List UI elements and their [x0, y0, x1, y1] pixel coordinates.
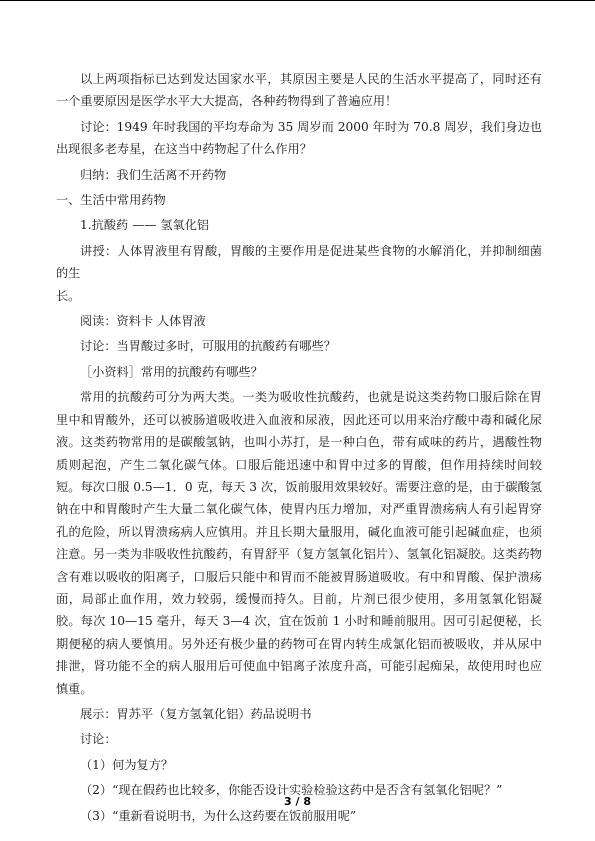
antacid-paragraph: 常用的抗酸药可分为两大类。一类为吸收性抗酸药，也就是说这类药物口服后除在胃里中和胃酸外，还可以被肠道吸收进入血液和尿液，因此还可以用来治疗酸中毒和碱化尿液。这类药物常用的是碳酸氢钠，也叫小苏打，是一种白色，带有咸味的药片，遇酸性物质则起泡，产生二氧化碳气体。口服后能迅速中和胃中过多的胃酸，但作用持续时间较短。每次口服 0.5—1．0 克，每天 3 次，饭前服用效果较好。需要注意的是，由于碳酸氢钠在中和胃酸时产生大量二氧化碳气体，使胃内压力增加，对严重胃溃疡病人有引起胃穿孔的危险，所以胃溃疡病人应慎用。并且长期大量服用，碱化血液可能引起碱血症，也须注意。另一类为非吸收性抗酸药，有胃舒平（复方氢氧化铝片）、氢氧化铝凝胶。这类药物含有难以吸收的阳离子，口服后只能中和胃而不能被胃肠道吸收。有中和胃酸、保护溃疡面，局部止血作用，效力较弱，缓慢而持久。目前，片剂已很少使用，多用氢氧化铝凝胶。每次 10—15 毫升，每天 3—4 次，宜在饭前 1 小时和睡前服用。因可引起便秘，长期便秘的病人要慎用。另外还有极少量的药物可在胃内转生成氯化铝而被吸收，并从尿中排泄，肾功能不全的病人服用后可使血中铝离子浓度升高，可能引起痴呆，故使用时也应慎重。 [56, 390, 542, 696]
section-heading: 一、生活中常用药物 [56, 193, 166, 208]
lecture-continuation: 长。 [56, 288, 81, 303]
info-box-title: ［小资料］常用的抗酸药有哪些？ [80, 364, 263, 379]
discussion-label: 讨论： [80, 732, 117, 747]
question-3: （3）“重新看说明书，为什么这药要在饭前服用呢” [80, 808, 357, 823]
page-number: 3 / 8 [284, 795, 311, 808]
discussion-question: 讨论：当胃酸过多时，可服用的抗酸药有哪些？ [80, 339, 336, 354]
header-rule [0, 0, 595, 1]
intro-paragraph: 以上两项指标已达到发达国家水平，其原因主要是人民的生活水平提高了，同时还有一个重要原因是医学水平大大提高，各种药物得到了普遍应用！ [56, 72, 542, 109]
discussion-paragraph: 讨论：1949 年时我国的平均寿命为 35 周岁而 2000 年时为 70.8 周岁，我们身边也出现很多老寿星，在这当中药物起了什么作用？ [56, 119, 542, 157]
lecture-paragraph: 讲授：人体胃液里有胃酸，胃酸的主要作用是促进某些食物的水解消化，并抑制细菌的生 [56, 243, 542, 281]
subsection-heading: 1.抗酸药 —— 氢氧化铝 [80, 218, 210, 233]
reading-line: 阅读：资料卡 人体胃液 [80, 314, 206, 329]
display-line: 展示：胃苏平（复方氢氧化铝）药品说明书 [80, 706, 312, 721]
question-1: （1）何为复方？ [80, 757, 174, 772]
summary-line: 归纳：我们生活离不开药物 [80, 167, 227, 182]
question-2: （2）“现在假药也比较多，你能否设计实验检验这药中是否含有氢氧化铝呢？” [80, 783, 503, 798]
document-body [56, 68, 542, 830]
